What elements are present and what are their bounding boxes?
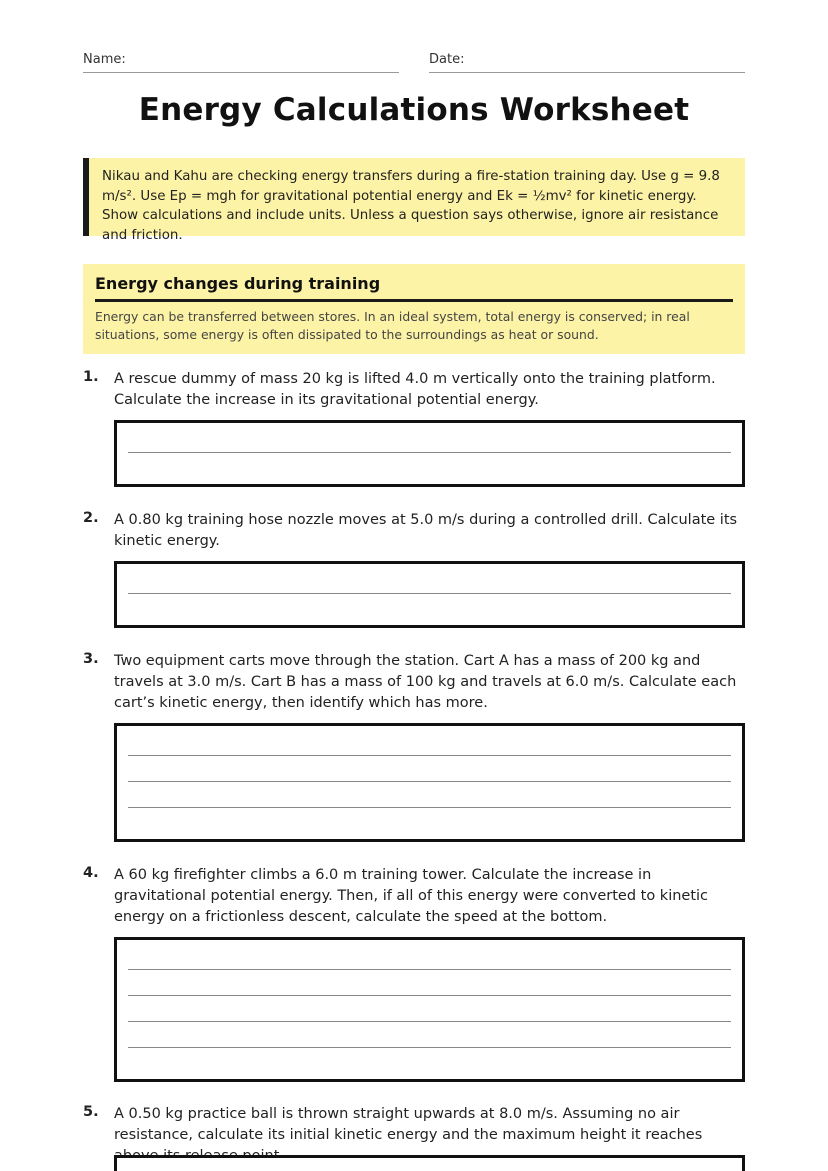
answer-line bbox=[128, 1047, 731, 1048]
answer-line bbox=[128, 755, 731, 756]
question-text: A rescue dummy of mass 20 kg is lifted 4.0 m vertically onto the training platform. Calculate the increase in its gravitational potential energy. bbox=[114, 371, 716, 408]
answer-line bbox=[128, 1021, 731, 1022]
answer-line bbox=[128, 807, 731, 808]
question-number: 4. bbox=[83, 865, 99, 881]
question-number: 3. bbox=[83, 651, 99, 667]
page-title: Energy Calculations Worksheet bbox=[138, 92, 690, 128]
answer-line bbox=[128, 452, 731, 453]
answer-line bbox=[128, 995, 731, 996]
intro-callout: Nikau and Kahu are checking energy transfers during a fire-station training day. Use g = 9.8 m/s². Use Ep = mgh for gravitational potential energy and Ek = ½mv² for kinetic energy. Show calculations and include units. Unless a question says otherwise, ignore air resistance and friction. bbox=[83, 158, 745, 236]
header-fields bbox=[83, 52, 745, 74]
question-text: Two equipment carts move through the station. Cart A has a mass of 200 kg and travels at 3.0 m/s. Cart B has a mass of 100 kg and travels at 6.0 m/s. Calculate each cart’s kinetic energy, then identify which has more. bbox=[114, 653, 737, 711]
question-number: 2. bbox=[83, 510, 99, 526]
section-box bbox=[83, 264, 745, 354]
section-heading: Energy changes during training bbox=[95, 274, 733, 302]
answer-box[interactable] bbox=[114, 1155, 745, 1171]
answer-line bbox=[128, 781, 731, 782]
question-number: 1. bbox=[83, 369, 99, 385]
answer-box[interactable] bbox=[114, 937, 745, 1082]
answer-line bbox=[128, 593, 731, 594]
question-number: 5. bbox=[83, 1104, 99, 1120]
answer-box[interactable] bbox=[114, 420, 745, 487]
name-label: Name: bbox=[83, 52, 126, 67]
question-text: A 0.50 kg practice ball is thrown straight upwards at 8.0 m/s. Assuming no air resistance, calculate its initial kinetic energy and the maximum height it reaches bbox=[114, 1106, 703, 1143]
date-label: Date: bbox=[429, 52, 465, 67]
name-field[interactable] bbox=[83, 52, 399, 73]
question-text: A 0.80 kg training hose nozzle moves at 5.0 m/s during a controlled drill. Calculate its kinetic energy. bbox=[114, 512, 738, 549]
question-text: A 60 kg firefighter climbs a 6.0 m training tower. Calculate the increase in gravitational potential energy. Then, if all of this energy were converted to kinetic energy on a frictionless descent, calculate the speed at the bottom. bbox=[114, 867, 709, 925]
section-note: Energy can be transferred between stores. In an ideal system, total energy is conserved; in real situations, some energy is often dissipated to the surroundings as heat or sound. bbox=[95, 309, 690, 342]
date-field[interactable] bbox=[429, 52, 745, 73]
answer-box[interactable] bbox=[114, 723, 745, 842]
answer-line bbox=[128, 969, 731, 970]
answer-box[interactable] bbox=[114, 561, 745, 628]
